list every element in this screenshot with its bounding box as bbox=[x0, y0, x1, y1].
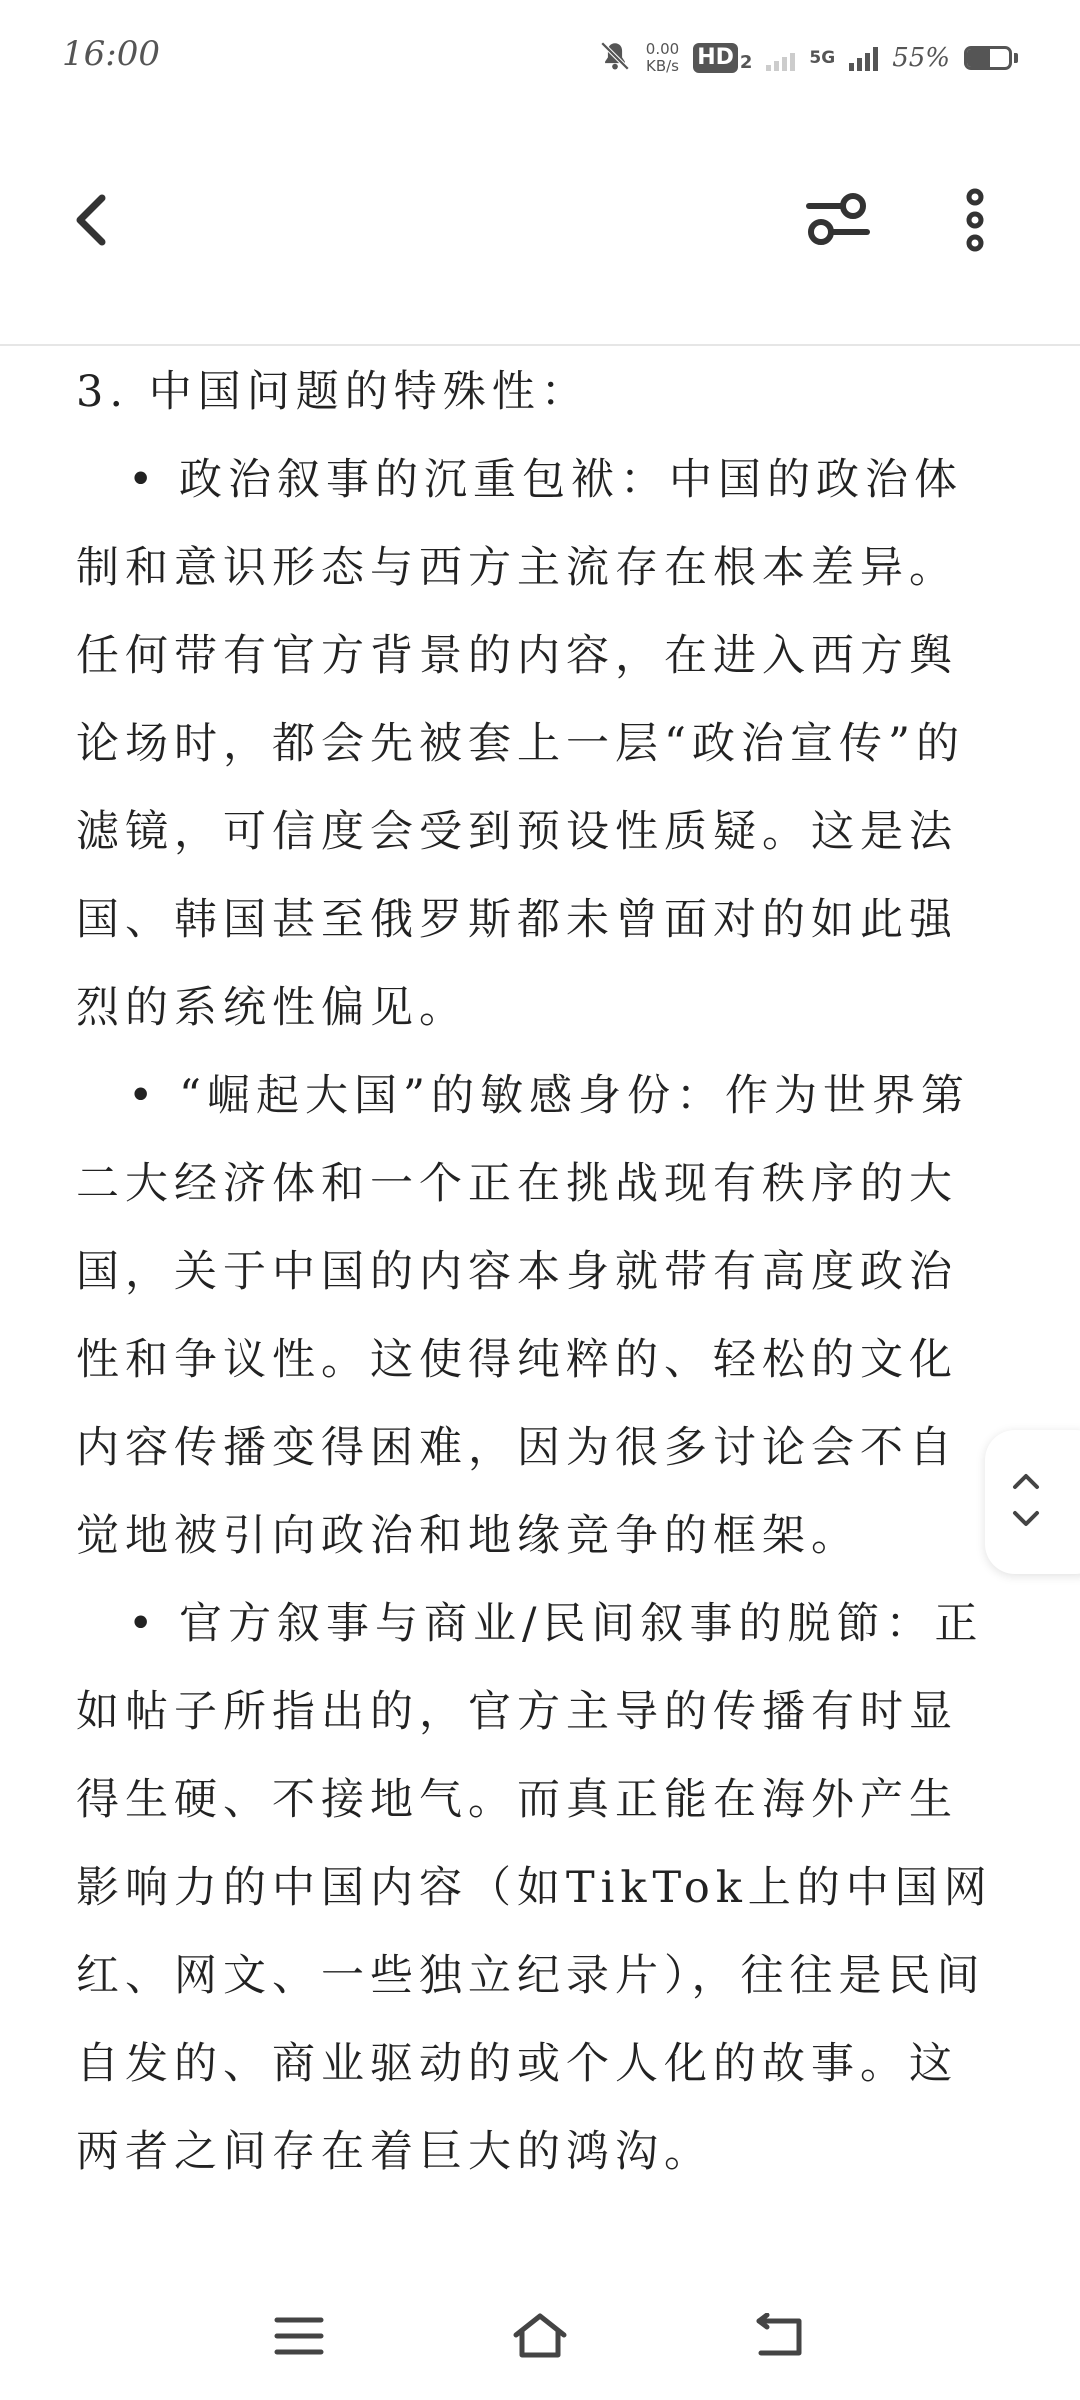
article-content bbox=[76, 348, 996, 2196]
back-arrow-icon bbox=[68, 190, 112, 250]
paragraph-rising-power: • “崛起大国”的敏感身份：作为世界第二大经济体和一个正在挑战现有秩序的大国，关于中国的内容本身就带有高度政治性和争议性。这使得纯粹的、轻松的文化内容传播变得困难，因为很多讨论会不自觉地被引向政治和地缘竞争的框架。 bbox=[76, 1071, 970, 1561]
more-vertical-icon bbox=[960, 188, 990, 252]
chevron-up-icon bbox=[1011, 1471, 1041, 1491]
status-time: 16:00 bbox=[62, 34, 160, 74]
status-icons bbox=[598, 28, 1018, 88]
network-type-label: 5G bbox=[809, 48, 836, 68]
tune-settings-icon bbox=[803, 188, 873, 252]
hd-sub: 2 bbox=[739, 52, 753, 73]
battery-percent: 55% bbox=[892, 43, 950, 73]
home-icon bbox=[510, 2311, 570, 2361]
network-speed-value: 0.00 bbox=[645, 40, 680, 58]
paragraph-official-vs-commercial: • 官方叙事与商业/民间叙事的脱節：正如帖子所指出的，官方主导的传播有时显得生硬、不接地气。而真正能在海外产生影响力的中国内容（如TikTok上的中国网红、网文、一些独立纪录片），往往是民间自发的、商业驱动的或个人化的故事。这两者之间存在着巨大的鸿沟。 bbox=[76, 1599, 993, 2177]
chevron-down-icon bbox=[1011, 1509, 1041, 1529]
back-icon bbox=[753, 2313, 807, 2359]
signal-sim2-icon bbox=[849, 45, 878, 71]
battery-cap bbox=[1014, 53, 1018, 63]
section-heading: 3. 中国问题的特殊性： bbox=[76, 367, 590, 417]
signal-sim1-icon bbox=[766, 45, 795, 71]
nav-back-button[interactable] bbox=[740, 2296, 820, 2376]
network-type bbox=[809, 50, 835, 66]
scroll-up-button[interactable] bbox=[1011, 1471, 1041, 1495]
menu-icon bbox=[273, 2314, 325, 2358]
hd-voice-badge bbox=[693, 43, 752, 73]
nav-home-button[interactable] bbox=[500, 2296, 580, 2376]
back-button[interactable] bbox=[45, 175, 135, 265]
scroll-widget bbox=[985, 1430, 1080, 1574]
network-speed-unit: KB/s bbox=[645, 57, 679, 75]
more-options-button[interactable] bbox=[930, 175, 1020, 265]
app-bar bbox=[0, 110, 1080, 346]
scroll-down-button[interactable] bbox=[1011, 1509, 1041, 1533]
nav-recents-button[interactable] bbox=[259, 2296, 339, 2376]
battery-icon bbox=[964, 46, 1012, 70]
hd-label: HD bbox=[693, 43, 738, 73]
network-speed bbox=[646, 41, 679, 75]
system-nav-bar bbox=[0, 2280, 1080, 2400]
paragraph-political-narrative: • 政治叙事的沉重包袱：中国的政治体制和意识形态与西方主流存在根本差异。任何带有官方背景的内容，在进入西方舆论场时，都会先被套上一层“政治宣传”的滤镜，可信度会受到预设性质疑。这是法国、韩国甚至俄罗斯都未曾面对的如此强烈的系统性偏见。 bbox=[76, 455, 965, 1033]
bell-off-icon bbox=[598, 39, 632, 77]
tune-button[interactable] bbox=[793, 175, 883, 265]
status-bar bbox=[0, 0, 1080, 110]
battery-fill bbox=[967, 49, 990, 67]
